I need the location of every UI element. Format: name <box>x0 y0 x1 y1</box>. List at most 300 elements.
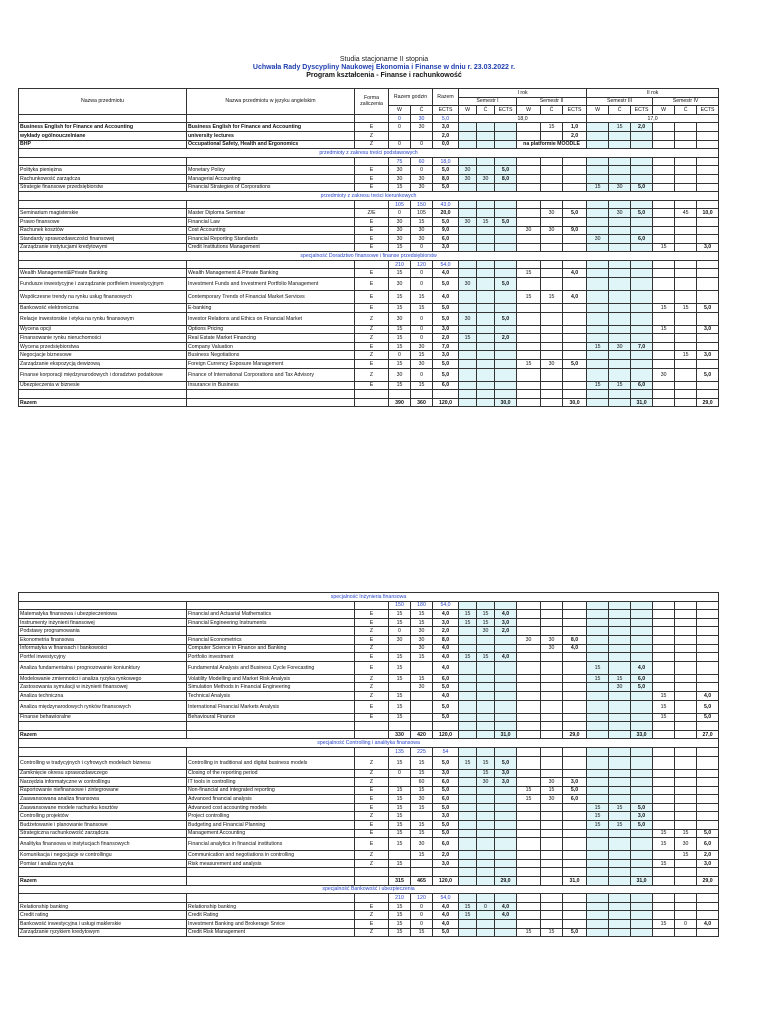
course-value <box>541 183 563 192</box>
course-value <box>675 911 697 920</box>
course-form: Z <box>355 351 389 360</box>
course-name-en: Company Valuation <box>187 342 355 351</box>
course-name-en: Financial Engineering Instruments <box>187 618 355 627</box>
course-value: 15 <box>609 123 631 132</box>
course-value: 15 <box>517 269 541 278</box>
course-value <box>459 635 477 644</box>
course-value <box>697 911 719 920</box>
year2-ects-total: 17,0 <box>587 114 719 123</box>
course-value <box>495 291 517 304</box>
course-value: 30 <box>389 278 411 291</box>
course-value <box>517 209 541 218</box>
section-header-row <box>19 593 719 602</box>
course-value <box>697 226 719 235</box>
course-value <box>495 644 517 653</box>
course-value: 15 <box>675 351 697 360</box>
blank-cell <box>631 601 653 610</box>
course-value <box>675 928 697 937</box>
course-value <box>697 778 719 787</box>
course-value <box>697 653 719 662</box>
blank-cell <box>631 200 653 209</box>
course-value: 30 <box>411 838 433 851</box>
course-value <box>675 769 697 778</box>
section-sum-value: 54,0 <box>433 260 459 269</box>
course-value <box>477 838 495 851</box>
course-value <box>459 123 477 132</box>
course-name-en: Managerial Accounting <box>187 174 355 183</box>
course-value <box>495 351 517 360</box>
course-value <box>631 269 653 278</box>
col-sem1-ects: ECTS <box>495 106 517 115</box>
course-value: 15 <box>541 291 563 304</box>
course-value <box>653 381 675 390</box>
course-row <box>19 812 719 821</box>
course-value <box>653 778 675 787</box>
course-value: 15 <box>389 859 411 868</box>
course-value <box>495 304 517 313</box>
course-value: 15 <box>389 674 411 683</box>
course-row <box>19 691 719 700</box>
curriculum-table-2 <box>18 592 719 937</box>
course-value: 30 <box>389 226 411 235</box>
course-name-pl: Relationship banking <box>19 902 187 911</box>
course-name-en: Project controlling <box>187 812 355 821</box>
course-value <box>587 713 609 722</box>
course-name-en: Simulation Methods in Financial Engineering <box>187 683 355 692</box>
course-value: 15 <box>389 653 411 662</box>
course-name-pl: Instrumenty inżynierii finansowej <box>19 618 187 627</box>
course-name-pl: Informatyka w finansach i bankowości <box>19 644 187 653</box>
blank-cell <box>517 601 541 610</box>
course-value <box>631 174 653 183</box>
blank-cell <box>609 260 631 269</box>
course-value <box>609 635 631 644</box>
course-value: 6,0 <box>433 778 459 787</box>
course-value <box>495 859 517 868</box>
course-value <box>495 812 517 821</box>
course-value <box>587 334 609 343</box>
course-value: 105 <box>411 209 433 218</box>
course-value: 5,0 <box>433 278 459 291</box>
course-name-pl: Strategiczna rachunkowość zarządcza <box>19 829 187 838</box>
course-form: Z <box>355 683 389 692</box>
blank-cell <box>541 260 563 269</box>
course-value: 0,0 <box>433 140 459 149</box>
course-value <box>587 928 609 937</box>
course-name-en: Investment Funds and Investment Portfolio Management <box>187 278 355 291</box>
course-value <box>609 661 631 674</box>
course-value <box>587 368 609 381</box>
course-row <box>19 838 719 851</box>
course-value <box>541 627 563 636</box>
blank-cell <box>477 260 495 269</box>
year1-ects-total: 18,0 <box>459 114 587 123</box>
course-name-en: Wealth Management & Private Banking <box>187 269 355 278</box>
course-value <box>653 795 675 804</box>
course-value <box>459 398 477 407</box>
course-value: 15 <box>459 902 477 911</box>
course-row <box>19 209 719 218</box>
course-form <box>355 398 389 407</box>
course-value <box>517 683 541 692</box>
course-row <box>19 821 719 830</box>
course-value <box>675 821 697 830</box>
course-value <box>517 123 541 132</box>
blank-cell <box>697 200 719 209</box>
course-value <box>675 123 697 132</box>
course-value: 3,0 <box>433 123 459 132</box>
course-form: Z <box>355 756 389 769</box>
col-c: Ć <box>411 106 433 115</box>
course-value <box>477 928 495 937</box>
course-value: 5,0 <box>563 209 587 218</box>
course-value: 33,0 <box>631 730 653 739</box>
course-name-en: Business Negotiations <box>187 351 355 360</box>
course-name-en: Finance of International Corporations and Tax Advisory <box>187 368 355 381</box>
col-sem4-c: Ć <box>675 106 697 115</box>
course-value: 2,0 <box>433 334 459 343</box>
course-value: 15 <box>389 803 411 812</box>
course-value <box>653 278 675 291</box>
course-value <box>609 610 631 619</box>
course-value <box>587 778 609 787</box>
course-value <box>697 803 719 812</box>
blank-cell <box>609 722 631 731</box>
course-value: 15 <box>389 183 411 192</box>
course-value <box>563 183 587 192</box>
course-name-pl: Podstawy programowania <box>19 627 187 636</box>
course-value: 2,0 <box>563 131 587 140</box>
course-form: E <box>355 166 389 175</box>
blank-cell <box>697 260 719 269</box>
course-value <box>675 683 697 692</box>
course-value <box>697 661 719 674</box>
course-value <box>477 812 495 821</box>
course-value <box>587 226 609 235</box>
course-value: 4,0 <box>433 269 459 278</box>
course-value: 2,0 <box>433 851 459 860</box>
total-row <box>19 877 719 886</box>
course-form: Z <box>355 851 389 860</box>
course-value <box>609 226 631 235</box>
course-value: 15 <box>587 183 609 192</box>
course-value <box>541 269 563 278</box>
course-value <box>495 700 517 713</box>
course-value <box>541 829 563 838</box>
course-value <box>495 140 517 149</box>
course-value <box>459 342 477 351</box>
course-value <box>631 334 653 343</box>
course-name-pl: Seminarium magisterskie <box>19 209 187 218</box>
course-value <box>675 243 697 252</box>
course-value: 30 <box>411 342 433 351</box>
course-value: 15 <box>389 661 411 674</box>
blank-cell <box>563 157 587 166</box>
blank-cell <box>609 200 631 209</box>
course-value <box>495 795 517 804</box>
blank-cell <box>19 747 187 756</box>
course-value: 6,0 <box>433 674 459 683</box>
course-value: 15 <box>653 691 675 700</box>
course-value <box>587 269 609 278</box>
course-name-pl: Analiza międzynarodowych rynków finansowych <box>19 700 187 713</box>
course-name-pl: Zarządzanie ryzykiem kredytowym <box>19 928 187 937</box>
course-value <box>495 635 517 644</box>
course-value <box>609 627 631 636</box>
course-value: 30 <box>411 183 433 192</box>
course-value: 4,0 <box>433 920 459 929</box>
course-value: 30 <box>459 278 477 291</box>
course-row <box>19 920 719 929</box>
course-value <box>631 829 653 838</box>
col-hours: Razem godzin <box>389 89 433 106</box>
top-w: 0 <box>389 114 411 123</box>
course-value: 15 <box>653 838 675 851</box>
course-value <box>587 786 609 795</box>
course-form: E <box>355 838 389 851</box>
course-value <box>495 368 517 381</box>
course-value: 30 <box>541 795 563 804</box>
course-value <box>653 235 675 244</box>
course-value <box>653 635 675 644</box>
course-form: E <box>355 635 389 644</box>
course-value <box>697 123 719 132</box>
course-value: 30 <box>411 683 433 692</box>
course-value <box>495 713 517 722</box>
section-sum-value: 180 <box>411 601 433 610</box>
course-value <box>563 351 587 360</box>
course-row <box>19 243 719 252</box>
course-name-en: Budgeting and Financial Planning <box>187 821 355 830</box>
course-value <box>541 769 563 778</box>
blank-cell <box>563 390 587 399</box>
course-name-en: Financial Law <box>187 217 355 226</box>
course-value <box>459 183 477 192</box>
course-name-pl: Controlling projektów <box>19 812 187 821</box>
course-name-en: Insurance in Business <box>187 381 355 390</box>
course-row <box>19 226 719 235</box>
course-form: E <box>355 821 389 830</box>
course-value <box>541 713 563 722</box>
course-value <box>517 610 541 619</box>
col-sem-3: Semestr III <box>587 97 653 106</box>
course-value <box>459 838 477 851</box>
course-value: 30 <box>411 174 433 183</box>
course-value: 5,0 <box>433 312 459 325</box>
course-value <box>631 859 653 868</box>
course-row <box>19 713 719 722</box>
course-value <box>675 635 697 644</box>
course-value <box>477 183 495 192</box>
course-value <box>541 691 563 700</box>
course-value <box>609 902 631 911</box>
course-name-en: Foreign Currency Exposure Management <box>187 360 355 369</box>
course-value: 5,0 <box>433 368 459 381</box>
course-value <box>631 291 653 304</box>
course-value <box>609 325 631 334</box>
course-value: 1,0 <box>563 123 587 132</box>
blank-cell <box>517 722 541 731</box>
course-value: 6,0 <box>631 381 653 390</box>
course-name-en: Business English for Finance and Accounting <box>187 123 355 132</box>
header-program: Program kształcenia - Finanse i rachunkowość <box>306 72 462 79</box>
section-sum-row <box>19 601 719 610</box>
course-name-pl: Wycena przedsiębiorstwa <box>19 342 187 351</box>
blank-cell <box>675 601 697 610</box>
blank-cell <box>459 601 477 610</box>
course-value <box>587 859 609 868</box>
course-value <box>697 174 719 183</box>
course-value <box>653 674 675 683</box>
course-name-en: Computer Science in Finance and Banking <box>187 644 355 653</box>
course-value <box>563 821 587 830</box>
course-value <box>653 342 675 351</box>
course-value: 15 <box>459 610 477 619</box>
course-row <box>19 683 719 692</box>
course-value: 30 <box>653 368 675 381</box>
course-value: 4,0 <box>495 653 517 662</box>
course-row <box>19 653 719 662</box>
course-form: E <box>355 803 389 812</box>
course-value <box>587 243 609 252</box>
course-value <box>609 217 631 226</box>
blank-cell <box>541 747 563 756</box>
blank-cell <box>631 157 653 166</box>
course-value <box>517 877 541 886</box>
course-value: 30 <box>389 174 411 183</box>
course-value <box>563 325 587 334</box>
course-value: 330 <box>389 730 411 739</box>
course-value: 4,0 <box>433 691 459 700</box>
course-value <box>459 683 477 692</box>
course-value <box>587 829 609 838</box>
col-sem-4: Semestr IV <box>653 97 719 106</box>
total-label: Razem <box>19 730 187 739</box>
course-value <box>563 691 587 700</box>
course-value <box>675 334 697 343</box>
section-sum-value: 18,0 <box>433 157 459 166</box>
course-value <box>653 618 675 627</box>
course-value <box>609 140 631 149</box>
course-value <box>411 131 433 140</box>
course-value <box>609 859 631 868</box>
course-value <box>653 360 675 369</box>
blank-cell <box>411 722 433 731</box>
course-value: 30,0 <box>495 398 517 407</box>
course-value <box>541 368 563 381</box>
col-w: W <box>389 106 411 115</box>
course-value: 15 <box>587 812 609 821</box>
course-value: 5,0 <box>433 360 459 369</box>
course-value <box>495 661 517 674</box>
course-value <box>697 627 719 636</box>
course-value <box>541 243 563 252</box>
blank-cell <box>697 747 719 756</box>
course-value <box>517 235 541 244</box>
course-value <box>653 821 675 830</box>
course-value <box>459 644 477 653</box>
course-form: E <box>355 342 389 351</box>
course-value <box>517 756 541 769</box>
section-sum-value: 150 <box>389 601 411 610</box>
course-value: 3,0 <box>697 859 719 868</box>
course-value <box>675 859 697 868</box>
course-value: 2,0 <box>495 627 517 636</box>
course-row <box>19 778 719 787</box>
blank-cell <box>459 157 477 166</box>
course-value <box>541 851 563 860</box>
section-sum-value: 210 <box>389 260 411 269</box>
course-value <box>477 398 495 407</box>
course-value <box>631 911 653 920</box>
course-value <box>477 351 495 360</box>
course-value <box>477 368 495 381</box>
course-form: E <box>355 360 389 369</box>
course-value: 15 <box>517 291 541 304</box>
course-value <box>609 235 631 244</box>
course-value: 4,0 <box>433 644 459 653</box>
course-name-pl: Fundusze inwestycyjne i zarządzanie portfelem inwestycyjnym <box>19 278 187 291</box>
course-value: 15 <box>389 610 411 619</box>
course-row <box>19 278 719 291</box>
blank-cell <box>653 722 675 731</box>
section-sum-value: 105 <box>389 200 411 209</box>
blank-cell <box>653 747 675 756</box>
course-form: E <box>355 123 389 132</box>
course-value <box>517 730 541 739</box>
course-name-pl: Prawo finansowe <box>19 217 187 226</box>
course-value <box>477 851 495 860</box>
course-value <box>697 928 719 937</box>
header-resolution: Uchwała Rady Dyscypliny Naukowej Ekonomia i Finanse w dniu r. 23.03.2022 r. <box>252 64 516 71</box>
course-value: 15 <box>459 653 477 662</box>
course-value <box>541 730 563 739</box>
blank-cell <box>355 157 389 166</box>
course-value <box>517 398 541 407</box>
course-value: 6,0 <box>433 235 459 244</box>
course-row <box>19 829 719 838</box>
col-sem2-c: Ć <box>541 106 563 115</box>
course-name-en: Advanced cost accounting models <box>187 803 355 812</box>
course-name-pl: Pomiar i analiza ryzyka <box>19 859 187 868</box>
course-value: 0 <box>389 209 411 218</box>
course-value <box>495 381 517 390</box>
course-value <box>459 661 477 674</box>
course-value: 15 <box>653 243 675 252</box>
course-value <box>477 269 495 278</box>
course-value: 30 <box>411 235 433 244</box>
course-value: 6,0 <box>433 838 459 851</box>
course-value <box>609 131 631 140</box>
course-value: 15 <box>609 381 631 390</box>
course-value: 9,0 <box>433 226 459 235</box>
course-value <box>675 691 697 700</box>
blank-cell <box>19 260 187 269</box>
col-sem4-w: W <box>653 106 675 115</box>
spacer-row <box>19 390 719 399</box>
blank-cell <box>631 260 653 269</box>
course-value <box>631 610 653 619</box>
course-value <box>563 756 587 769</box>
course-value <box>495 123 517 132</box>
course-value: 30 <box>411 360 433 369</box>
course-value: 15 <box>411 291 433 304</box>
course-value <box>609 812 631 821</box>
course-value <box>609 174 631 183</box>
course-value: 30 <box>517 226 541 235</box>
course-value: 3,0 <box>697 351 719 360</box>
course-value <box>587 851 609 860</box>
